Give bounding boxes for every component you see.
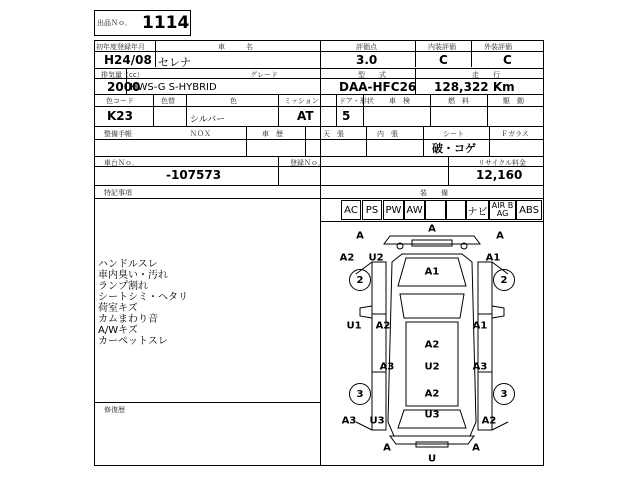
mark-fender-r-a1: A1 [485,252,501,264]
exterior-grade-value: C [503,53,512,67]
equipment-ac: AC [341,200,361,220]
note-item: シートシミ・ヘタリ [98,292,188,303]
note-item: カムまわり音 [98,314,158,325]
repair-history-label: 修復歴 [104,406,125,414]
grade-value: HWS-G S-HYBRID [130,82,217,93]
mark-door-l-a2: A2 [375,320,391,332]
first-registration-label: 初年度登録年月 [96,43,145,51]
color-code-label: 色コード [106,97,134,105]
equipment-airbag-text: AIR BAG [491,201,514,218]
equipment-label: 装 備 [420,189,448,197]
equipment-ps: PS [362,200,382,220]
color-value: シルバー [190,115,226,125]
transmission-value: AT [297,109,314,123]
mark-quarter-r-a3: A3 [472,361,488,373]
equipment-abs: ABS [516,200,542,220]
note-item: カーペットスレ [98,336,168,347]
equipment-airbag [489,200,516,220]
service-book-label: 整備手帳 [104,130,132,138]
mark-back-u3: U3 [424,409,440,421]
history-label: 車 歴 [262,130,283,138]
note-item: ランプ割れ [98,281,148,292]
note-item: 荷室キズ [98,303,138,314]
mark-roof-a2: A2 [424,339,440,351]
mark-roof-u2: U2 [424,361,440,373]
mark-front-right: A [496,230,504,242]
mark-rear-l-a3: A3 [341,415,357,427]
mark-bottom-a-right: A [472,442,480,454]
car-name-value: セレナ [158,56,191,69]
equipment-blank-2 [446,200,466,220]
exterior-grade-label: 外装評価 [484,43,512,51]
note-item: ハンドルスレ [98,259,158,270]
grade-label: グレード [250,71,278,79]
nox-label: ＮＯＸ [190,130,211,138]
fuel-label: 燃 料 [448,97,469,105]
mileage-label: 走 行 [472,71,500,79]
chassis-number-label: 車台Ｎｏ． [104,159,139,167]
wheel-rear-right: 3 [493,383,515,405]
recycle-fee-value: 12,160 [476,168,523,182]
wheel-front-right: 2 [493,269,515,291]
notes-label: 特記事項 [104,189,132,197]
score-label: 評価点 [356,43,377,51]
mark-rear-r-a2: A2 [481,415,497,427]
equipment-aw: AW [404,200,425,220]
chassis-number-value: -107573 [166,168,222,182]
wheel-rear-left: 3 [349,383,371,405]
displacement-value: 2000 [107,80,141,94]
interior-grade-label: 内装評価 [428,43,456,51]
lot-number-value: 1114 [142,13,190,33]
color-label: 色 [230,97,237,105]
seat-label: シート [443,130,464,138]
interior-grade-value: C [439,53,448,67]
doors-label: ドア・形状 [339,97,374,105]
recycle-fee-label: リサイクル料金 [478,159,527,167]
model-code-value: DAA-HFC26 [339,80,417,94]
score-value: 3.0 [356,53,378,67]
mark-front-top: A [428,223,436,235]
model-code-label: 型 式 [358,71,386,79]
mark-quarter-l-a3: A3 [379,361,395,373]
transmission-label: ミッション [284,97,319,105]
equipment-blank-1 [425,200,446,220]
ceiling-label: 天 張 [323,130,344,138]
inspection-label: 車 検 [389,97,410,105]
note-item: 車内臭い・汚れ [98,270,168,281]
color-swap-label: 色替 [161,97,175,105]
interior-liner-label: 内 張 [377,130,398,138]
mark-front-left: A [356,230,364,242]
drive-label: 駆 動 [503,97,524,105]
mileage-value: 128,322 Km [434,80,515,94]
mark-rear-a2: A2 [424,388,440,400]
registration-number-label: 登録Ｎｏ． [290,159,325,167]
lot-number-box [94,10,191,36]
doors-value: 5 [342,109,351,123]
mark-hood: A1 [424,266,440,278]
lot-number-label: 出品Ｎｏ． [97,19,132,27]
equipment-navi: ナビ [466,200,489,220]
car-name-label: 車 名 [218,43,253,51]
mark-bottom-u: U [427,453,437,465]
mark-rear-l-u3: U3 [369,415,385,427]
mark-fender-l-u2: U2 [368,252,384,264]
front-glass-label: Ｆガラス [501,130,529,138]
color-code-value: K23 [107,109,133,123]
equipment-pw: PW [383,200,404,220]
wheel-front-left: 2 [349,269,371,291]
mark-door-l-u1: U1 [346,320,362,332]
first-registration-value: H24/08 [104,53,152,67]
mark-door-r-a1: A1 [472,320,488,332]
mark-bottom-a-left: A [383,442,391,454]
mark-fender-l-a2: A2 [339,252,355,264]
displacement-label: 排気量（cc） [101,71,144,79]
seat-value: 破・コゲ [432,142,476,155]
note-item: A/Wキズ [98,325,138,336]
